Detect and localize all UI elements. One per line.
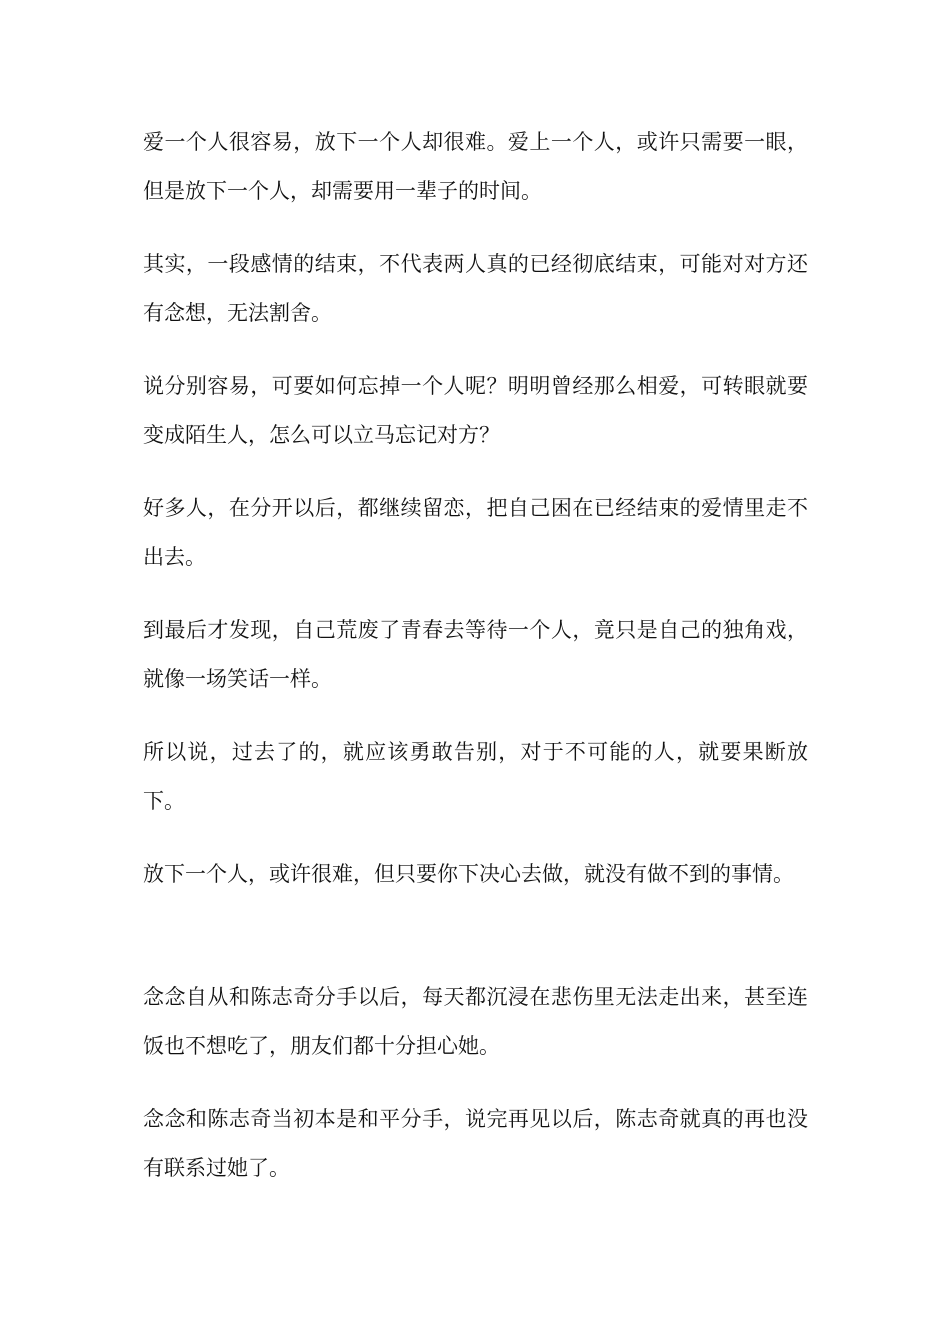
section-gap xyxy=(143,923,808,973)
paragraph: 其实，一段感情的结束，不代表两人真的已经彻底结束，可能对对方还有念想，无法割舍。 xyxy=(143,252,808,325)
paragraph: 所以说，过去了的，就应该勇敢告别，对于不可能的人，就要果断放下。 xyxy=(143,740,808,813)
paragraph: 念念自从和陈志奇分手以后，每天都沉浸在悲伤里无法走出来，甚至连饭也不想吃了，朋友们都十分担心她。 xyxy=(143,985,808,1058)
paragraph: 念念和陈志奇当初本是和平分手，说完再见以后，陈志奇就真的再也没有联系过她了。 xyxy=(143,1107,808,1180)
paragraph: 爱一个人很容易，放下一个人却很难。爱上一个人，或许只需要一眼，但是放下一个人，却需要用一辈子的时间。 xyxy=(143,130,808,203)
paragraph: 说分别容易，可要如何忘掉一个人呢？明明曾经那么相爱，可转眼就要变成陌生人，怎么可以立马忘记对方？ xyxy=(143,374,808,447)
paragraph: 放下一个人，或许很难，但只要你下决心去做，就没有做不到的事情。 xyxy=(143,862,794,886)
paragraph: 好多人，在分开以后，都继续留恋，把自己困在已经结束的爱情里走不出去。 xyxy=(143,496,808,569)
paragraph: 到最后才发现，自己荒废了青春去等待一个人，竟只是自己的独角戏，就像一场笑话一样。 xyxy=(143,618,808,691)
document-body xyxy=(143,118,808,1217)
